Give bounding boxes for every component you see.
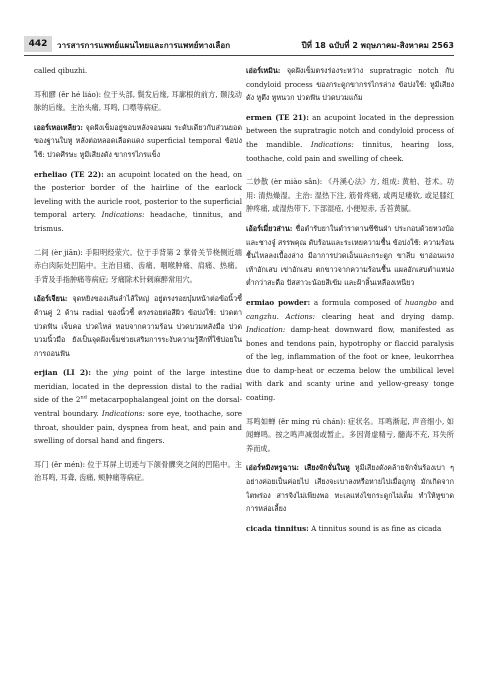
journal-title: วารสารการแพทย์แผนไทยและการแพทย์ทางเลือก <box>57 41 231 50</box>
indications-label: Indications: <box>310 139 354 149</box>
actions-text: clearing heat and drying damp. <box>315 311 454 321</box>
entry-erming-english <box>246 522 454 536</box>
entry-erjian-chinese <box>34 246 242 287</box>
entry-erming-chinese <box>246 415 454 456</box>
indications-text: headache, tinnitus, and trismus. <box>34 210 242 233</box>
entry-fragment <box>34 64 242 78</box>
entry-erheliao-english <box>34 168 242 236</box>
left-column <box>34 64 242 664</box>
issue-info: ปีที่ 18 ฉบับที่ 2 พฤษภาคม-สิงหาคม 2563 <box>301 41 454 50</box>
english-definition: an acupoint located in the depression between the supratragic notch and condyloid process of the mandible. <box>246 112 454 149</box>
chinese-definition: 耳和髎 (ěr hé liáo): 位于头部, 鬓发后缘, 耳廓根的前方, 颞浅动脉的后缘。主治头痛, 耳鸣, 口噤等病症。 <box>34 89 242 113</box>
english-definition-part: a formula composed of <box>310 297 406 307</box>
thai-definition: ชื่อตำรับยาในตำราตานซีซินฝ่า ประกอบด้วยหวงป๋อและชางจู๋ สรรพคุณ ดับร้อนและระเหยความชื้น ข้อบ่งใช้: ความร้อนชื้นไหลลงเบื้องล่าง มีอาการปวดเอ็นและกระดูก ขาลีบ ขาอ่อนแรง เท้าอักเสบ เข่าอักเสบ ตกขาวจากความร้อนชื้น แผลอักเสบตำแหน่งต่ำกว่าสะดือ ปัสสาวะน้อยสีเข้ม และฝ้าลิ้นเหลืองเหนียว <box>246 223 454 288</box>
entry-erming-thai <box>246 461 454 515</box>
running-header <box>24 36 454 54</box>
chinese-definition: 二间 (èr jiān): 手阳明经荥穴。位于手背第 2 掌骨关节桡侧近端赤白肉际处凹陷中。主治目痛、齿痛、咽喉肿痛、肩痛、热痛。手背及手指肿痛等病症; 牙痛除术针刺麻醉常用穴。 <box>34 247 242 284</box>
herb-name: huangbo <box>405 297 437 307</box>
actions-label: Actions: <box>285 311 316 321</box>
thai-definition: จุดฝังเข็มอยู่ขอบหลังจอนผม ระดับเดียวกับส่วนยอดของฐานใบหู หลังต่อหลอดเลือดแดง superficial temporal ข้อบ่งใช้: ปวดศีรษะ หูมีเสียงดัง ขากรรไกรแข็ง <box>34 122 242 159</box>
thai-headword: เออร์เหอเหลียว: <box>34 122 83 132</box>
entry-ermen-english <box>246 111 454 165</box>
entry-ermen-chinese <box>34 458 242 485</box>
ying-term: ying <box>112 368 129 378</box>
english-definition: A tinnitus sound is as fine as cicada <box>308 523 442 533</box>
indications-text: tinnitus, hearing loss, toothache, cold pain and swelling of cheek. <box>246 139 454 163</box>
thai-headword: เอ้อร์เมี่ยวส่าน: <box>246 223 293 233</box>
english-definition-part: . <box>276 311 286 321</box>
entry-ermiao-english <box>246 296 454 405</box>
english-headword: erjian (LI 2): <box>34 368 91 378</box>
entry-erjian-english <box>34 366 242 448</box>
english-headword: cicada tinnitus: <box>246 523 309 533</box>
english-headword: erheliao (TE 22): <box>34 169 104 179</box>
english-definition: an acupoint located on the head, on the posterior border of the hairline of the earlock leveling with the auricle root, posterior to the superficial temporal artery. <box>34 169 242 220</box>
entry-erheliao-thai <box>34 121 242 162</box>
entry-ermiao-thai <box>246 222 454 290</box>
chinese-definition: 耳鸣如蝉 (ěr míng rú chán): 症状名。耳鸣渐起, 声音细小, 如闻蝉鸣。按之鸣声减弱或暂止。多因肾虚精亏, 髓海不充, 耳失所养而成。 <box>246 416 454 453</box>
thai-headword: เอ่อร์หมิงหรูฉาน: เสียงจักจั่นในหู <box>246 463 350 473</box>
herb-name: cangzhu <box>246 311 277 321</box>
english-definition-part: point of the large intestine meridian, located in the depression distal to the radial side of the 2 <box>34 368 242 405</box>
continued-text: called qibuzhi. <box>34 66 88 75</box>
indication-text: damp-heat downward flow, manifested as bones and tendons pain, hypotrophy or flaccid paralysis of the leg, inflammation of the foot or knee, leukorrhea due to damp-heat or eczema below the umbilical level with dark and scanty urine and yellow-greasy tonge coating. <box>246 325 454 403</box>
entry-erheliao-chinese <box>34 88 242 115</box>
right-column <box>246 64 454 664</box>
english-headword: ermiao powder: <box>246 297 311 307</box>
english-definition-part: the <box>91 368 113 378</box>
indications-label: Indications: <box>101 409 145 419</box>
indications-label: Indications: <box>101 210 145 220</box>
entry-ermen-thai <box>246 64 454 105</box>
english-definition-part: and <box>436 297 454 307</box>
page-number: 442 <box>24 36 52 52</box>
english-definition-part: metacarpophalangeal joint on the dorsal-ventral boundary. <box>34 395 242 419</box>
thai-definition: หูมีเสียงดังคล้ายจักจั่นร้องเบา ๆ อย่างค่อยเป็นค่อยไป เสียงจะเบาลงหรือหายไปเมื่อถูกหู มักเกิดจากไตพร่อง สารจิงไม่เพียงพอ ทะเลแห่งไขกระดูกไม่เต็ม ทำให้หูขาดการหล่อเลี้ยง <box>246 463 454 514</box>
thai-definition: จุดฝังเข็มตรงร่องระหว่าง supratragic notch กับ condyloid process ของกระดูกขากรรไกรล่าง ข้อบ่งใช้: หูมีเสียงดัง หูตึง หูหนวก ปวดฟัน ปวดบวมแก้ม <box>246 66 454 103</box>
entry-erjian-thai <box>34 292 242 360</box>
thai-definition: จุดหยิงของเส้นลำไส้ใหญ่ อยู่ตรงรอยบุ๋มหน้าต่อข้อนิ้วชี้ด้านคู่ 2 ด้าน radial ของนิ้วชี้ ตรงรอยต่อสีผิว ข้อบ่งใช้: ปวดตา ปวดฟัน เจ็บคอ ปวดไหล่ หอบจากความร้อน ปวดบวมหลังมือ ปวดบวมนิ้วมือ ยังเป็นจุดฝังเข็มช่วยเสริมการระงับความรู้สึกที่ใช้บ่อยในการถอนฟัน <box>34 294 242 358</box>
thai-headword: เอ้อร์เจียน: <box>34 294 68 304</box>
indication-label: Indication: <box>246 325 286 335</box>
indications-text: sore eye, toothache, sore throat, shoulder pain, dyspnea from heat, and pain and swelling of dorsal hand and fingers. <box>34 409 242 446</box>
header-divider <box>24 55 454 56</box>
ordinal-suffix: nd <box>80 395 87 402</box>
thai-headword: เอ่อร์เหมิน: <box>246 66 281 75</box>
chinese-definition: 二妙散 (èr miào sǎn): 《丹溪心法》方, 组成: 黄柏、苍术。功用: 清热燥湿。主治: 湿热下注, 筋骨疼痛, 或两足痿软, 或足膝红肿疼痛, 或湿热带下, 下部湿疮, 小便短赤, 舌苔黄腻。 <box>246 177 454 214</box>
chinese-definition: 耳门 (ěr mén): 位于耳屏上切迹与下颌骨髁突之间的凹陷中。主治耳鸣, 耳聋, 齿痛, 颊肿痛等病症。 <box>34 459 242 483</box>
english-headword: ermen (TE 21): <box>246 112 309 122</box>
entry-ermiao-chinese <box>246 175 454 216</box>
